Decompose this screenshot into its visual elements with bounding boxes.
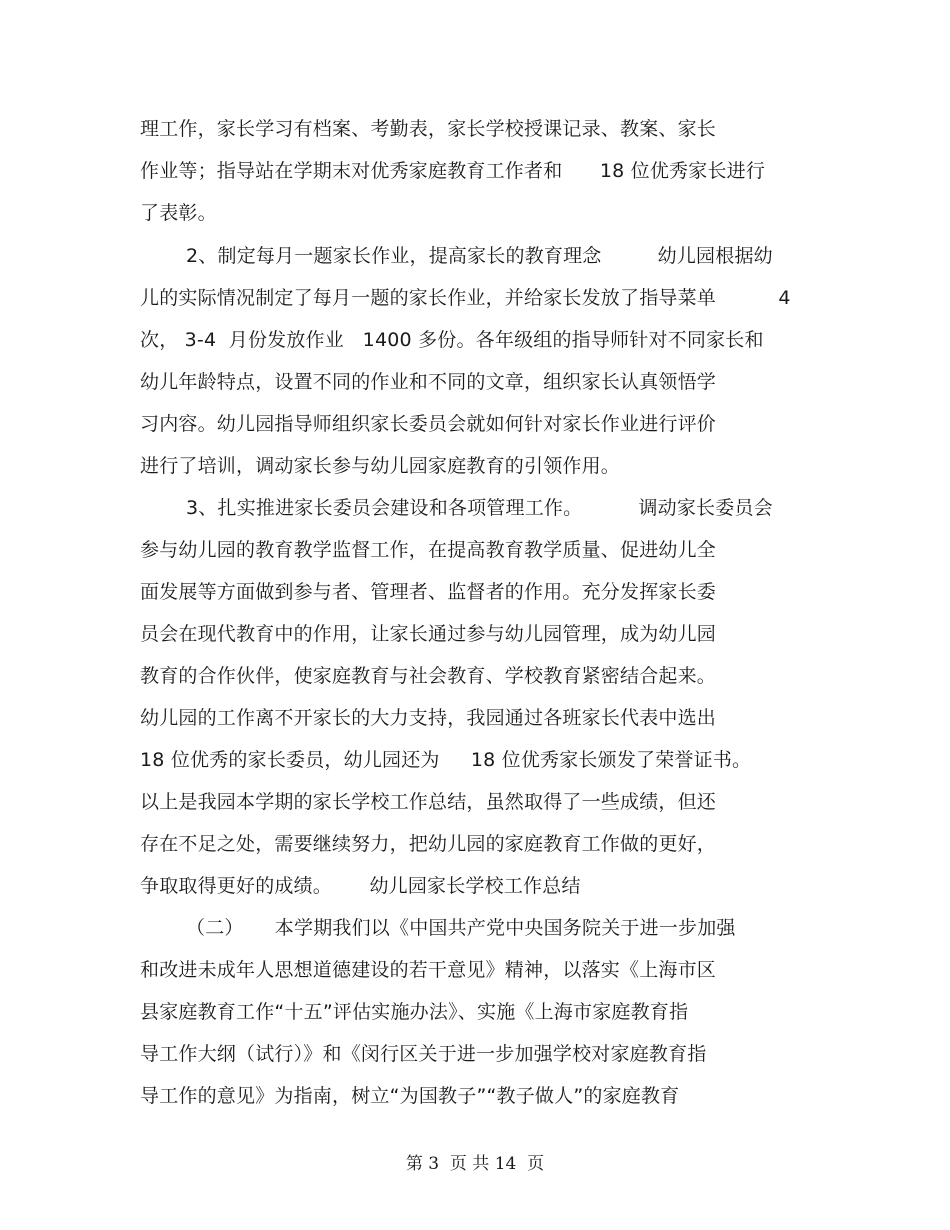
text-line: 争取取得更好的成绩。 幼儿园家长学校工作总结 xyxy=(140,875,581,897)
text-line: 县家庭教育工作“十五”评估实施办法》、实施《上海市家庭教育指 xyxy=(140,1001,689,1023)
text-line: （二） 本学期我们以《中国共产党中央国务院关于进一步加强 xyxy=(186,917,736,939)
text-line: 儿的实际情况制定了每月一题的家长作业，并给家长发放了指导菜单 4 xyxy=(140,287,791,309)
text-line: 进行了培训，调动家长参与幼儿园家庭教育的引领作用。 xyxy=(140,455,621,477)
text-line: 了表彰。 xyxy=(140,202,217,224)
text-line: 作业等；指导站在学期末对优秀家庭教育工作者和 18 位优秀家长进行 xyxy=(140,160,766,182)
text-line: 18 位优秀的家长委员，幼儿园还为 18 位优秀家长颁发了荣誉证书。 xyxy=(140,749,752,771)
text-line: 参与幼儿园的教育教学监督工作，在提高教育教学质量、促进幼儿全 xyxy=(140,539,717,561)
text-line: 习内容。幼儿园指导师组织家长委员会就如何针对家长作业进行评价 xyxy=(140,413,717,435)
text-line: 和改进未成年人思想道德建设的若干意见》精神，以落实《上海市区 xyxy=(140,959,717,981)
text-line: 幼儿园的工作离不开家长的大力支持，我园通过各班家长代表中选出 xyxy=(140,707,717,729)
text-line: 以上是我园本学期的家长学校工作总结，虽然取得了一些成绩，但还 xyxy=(140,791,717,813)
text-line: 导工作的意见》为指南，树立“为国教子”“教子做人”的家庭教育 xyxy=(140,1085,680,1107)
text-line: 面发展等方面做到参与者、管理者、监督者的作用。充分发挥家长委 xyxy=(140,581,717,603)
page-number-footer: 第 3 页 共 14 页 xyxy=(405,1154,545,1174)
text-line: 幼儿年龄特点，设置不同的作业和不同的文章，组织家长认真领悟学 xyxy=(140,371,717,393)
text-line: 3、扎实推进家长委员会建设和各项管理工作。 调动家长委员会 xyxy=(186,497,773,519)
text-line: 次， 3-4 月份发放作业 1400 多份。各年级组的指导师针对不同家长和 xyxy=(140,329,764,351)
text-line: 导工作大纲（试行）》和《闵行区关于进一步加强学校对家庭教育指 xyxy=(140,1043,707,1065)
text-line: 理工作，家长学习有档案、考勤表，家长学校授课记录、教案、家长 xyxy=(140,118,717,140)
text-line: 2、制定每月一题家长作业，提高家长的教育理念 幼儿园根据幼 xyxy=(186,245,773,267)
text-line: 教育的合作伙伴，使家庭教育与社会教育、学校教育紧密结合起来。 xyxy=(140,665,717,687)
text-line: 员会在现代教育中的作用，让家长通过参与幼儿园管理，成为幼儿园 xyxy=(140,623,717,645)
text-line: 存在不足之处，需要继续努力，把幼儿园的家庭教育工作做的更好， xyxy=(140,833,717,855)
